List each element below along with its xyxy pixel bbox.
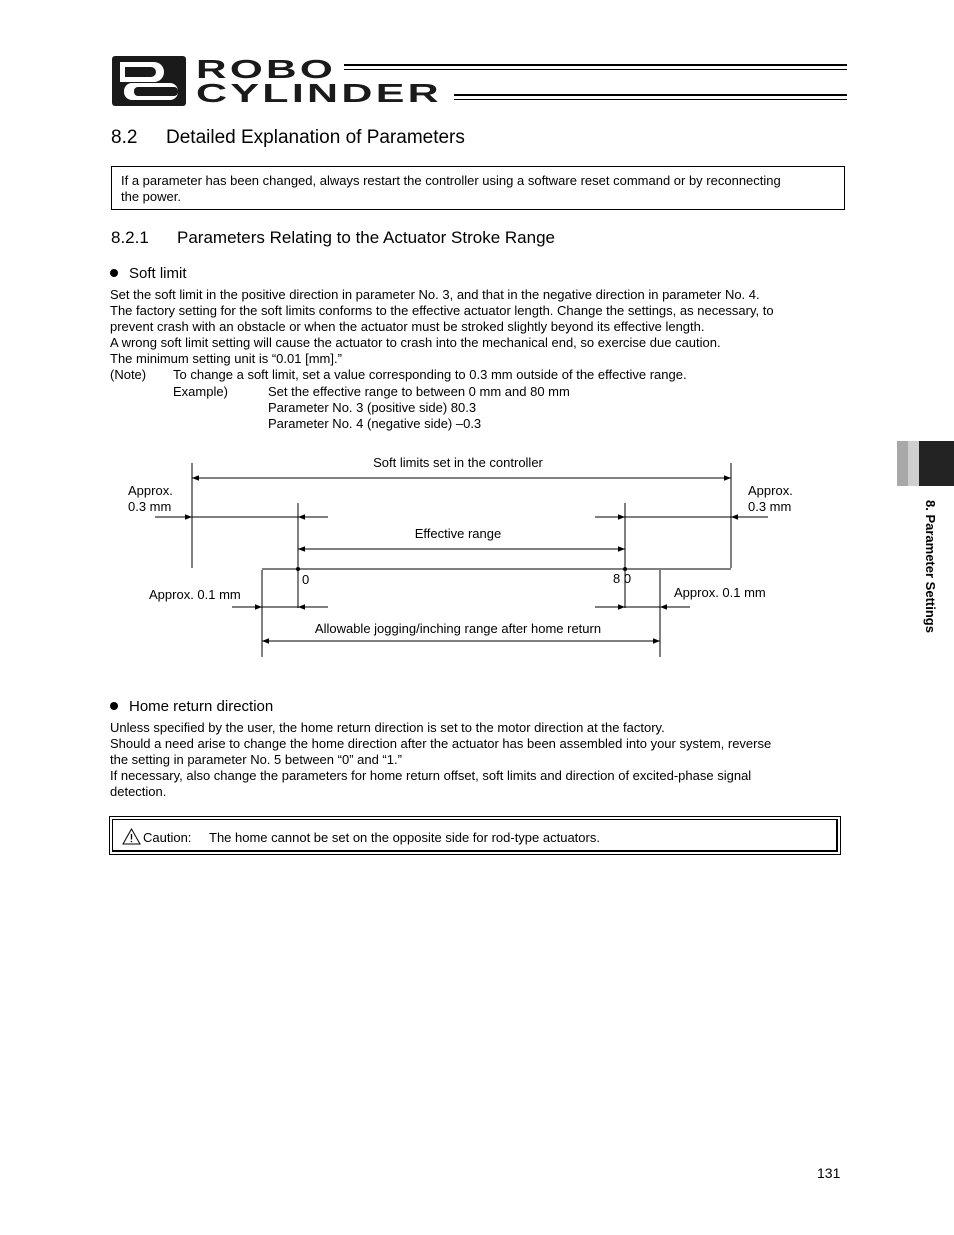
rc-logo-mark [112,54,186,106]
notice-line: the power. [121,189,181,204]
zero-label: 0 [302,572,310,587]
eighty-label: 8 0 [613,571,632,586]
logo-word-cylinder: CYLINDER [196,78,442,108]
soft-limit-range-diagram [110,450,810,665]
robo-cylinder-logo [112,54,847,110]
paragraph-line: detection. [110,784,167,799]
example-line: Set the effective range to between 0 mm and 80 mm [268,384,570,399]
example-line: Parameter No. 4 (negative side) –0.3 [268,416,482,431]
caution-box [109,816,841,855]
restart-notice-box [111,166,845,210]
paragraph-line: prevent crash with an obstacle or when the actuator must be stroked slightly beyond its effective length. [110,319,705,334]
home-return-paragraph [110,720,840,800]
subsection-title: Parameters Relating to the Actuator Stroke Range [177,228,555,247]
approx-03-right-label-1: Approx. [748,483,793,498]
page-number: 131 [817,1165,841,1181]
header-rule-top-thick [344,64,847,66]
paragraph-line: Set the soft limit in the positive direction in parameter No. 3, and that in the negative direction in parameter No. 4. [110,287,760,302]
paragraph-line: A wrong soft limit setting will cause the actuator to crash into the mechanical end, so exercise due caution. [110,335,721,350]
approx-03-left-label-1: Approx. [128,483,173,498]
section-title: Detailed Explanation of Parameters [166,127,465,148]
soft-limit-heading-text: Soft limit [129,265,187,282]
paragraph-line: Should a need arise to change the home direction after the actuator has been assembled into your system, reverse [110,736,772,751]
approx-03-left-label-2: 0.3 mm [128,499,172,514]
subsection-number: 8.2.1 [111,228,149,247]
approx-03-right-label-2: 0.3 mm [748,499,792,514]
effective-range-label: Effective range [414,526,502,541]
soft-limits-label: Soft limits set in the controller [373,455,543,470]
svg-text:RC: RC [170,54,172,55]
chapter-tab-dark [919,441,954,486]
section-heading [111,127,465,149]
soft-limit-heading [110,265,187,282]
soft-limit-paragraph [110,287,840,367]
example-line: Parameter No. 3 (positive side) 80.3 [268,400,477,415]
paragraph-line: If necessary, also change the parameters for home return offset, soft limits and direction of excited-phase signal [110,768,752,783]
approx-01-left-label: Approx. 0.1 mm [149,587,241,602]
caution-text: The home cannot be set on the opposite side for rod-type actuators. [209,830,600,845]
header-rule-bottom-thin [454,99,847,100]
caution-label: Caution: [143,830,192,845]
chapter-tab-mid [908,441,919,486]
paragraph-line: The factory setting for the soft limits conforms to the effective actuator length. Change the settings, as necessary, to [110,303,774,318]
paragraph-line: The minimum setting unit is “0.01 [mm].” [110,351,342,366]
jog-range-label: Allowable jogging/inching range after home return [314,621,602,636]
header-rule-bottom-thick [454,94,847,96]
warning-triangle-icon [122,828,141,845]
note-label: (Note) [110,367,147,382]
logo-word-robo: ROBO [196,54,336,84]
paragraph-line: Unless specified by the user, the home return direction is set to the motor direction at the factory. [110,720,665,735]
zero-point-dot [296,567,300,571]
note-text: To change a soft limit, set a value corresponding to 0.3 mm outside of the effective range. [173,367,687,382]
example-label: Example) [173,384,228,399]
header-rule-top-thin [344,69,847,70]
notice-line: If a parameter has been changed, always restart the controller using a software reset command or by reconnecting [121,173,781,188]
paragraph-line: the setting in parameter No. 5 between “0” and “1.” [110,752,402,767]
chapter-tab-label: 8. Parameter Settings [923,500,938,633]
subsection-heading [111,228,555,248]
approx-01-right-label: Approx. 0.1 mm [674,585,766,600]
bullet-dot-icon [110,702,118,710]
section-number: 8.2 [111,127,138,148]
caution-inner-frame [112,819,838,852]
home-return-heading-text: Home return direction [129,698,274,715]
home-return-heading [110,698,273,715]
bullet-dot-icon [110,269,118,277]
